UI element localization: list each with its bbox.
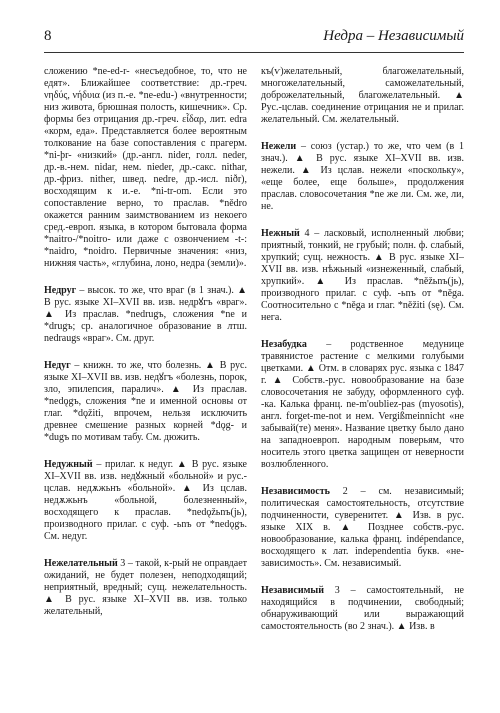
entry [261,486,464,570]
entry [44,558,247,618]
entry-text: 4 – ласковый, исполненный любви; приятный, тонкий, не грубый; полн. ф. слабый, хрупкий; сущ. нежность. ▲ В рус. языке XI–XVII вв. изв. нѣжьный «изнеженный, слабый, хрупкий». ▲ Из праслав. *něžьnъ(jь), производного прилаг. с суф. -ьnъ от *něga. Соотносительно с *něga и глаг. *něžiti (sę). См. нега. [261,228,464,323]
entry-headword: Нежели [261,141,297,152]
entry-text: – союз (устар.) то же, что чем (в 1 знач.). ▲ В рус. языке XI–XVII вв. изв. нежели. ▲ Из цслав. нежели «поскольку», «еще более, еще больше», продолжения праслав. словосочетания *ne же ли. См. же, ли, не. [261,141,464,212]
running-title: Недра – Независимый [323,28,464,44]
entry-headword: Недуг [44,360,71,371]
entry-headword: Независимый [261,585,324,596]
text-columns [44,66,464,697]
entry-headword: Нежелательный [44,558,118,569]
entry-text: – прилаг. к недуг. ▲ В рус. языке XI–XVII вв. изв. недꙋжный «больной» и рус.-цслав. недѫжьнъ «больной». ▲ Из цслав. недѫжьнъ «больной, болезненный», восходящего к праслав. *nedǫžьnъ(jь), производного прилаг. с суф. -ьnъ от *nedǫgъ. См. недуг. [44,459,247,542]
entry [44,459,247,543]
entry-headword: Независимость [261,486,330,497]
entry-text: – книжн. то же, что болезнь. ▲ В рус. языке XI–XVII вв. изв. недꙋгъ «болезнь, порок, зло, эпилепсия, паралич». ▲ Из праслав. *nedǫgъ, сложения *ne и именной основы от глаг. *dǫžiti, впрочем, нельзя исключить древнее смешение разных корней *dǫg- и *dugъ по мотивам табу. См. дюжить. [44,360,247,443]
entry-text: къ(ѵ)желательный, благожелательный, многожелательный, саможелательный, доброжелательный, благожелательный. ▲ Рус.-цслав. соединение отрицания не и прилаг. желательный. См. желательный. [261,66,464,125]
left-column [44,66,247,697]
entry-text: – высок. то же, что враг (в 1 знач.). ▲ В рус. языке XI–XVII вв. изв. недрꙋгъ «враг». ▲ Из праслав. *nedrugъ, сложения *ne и *drugъ; ср. аналогичное образование в лтш. nedraugs «враг». См. друг. [44,285,247,344]
right-column [261,66,464,697]
entry [261,228,464,324]
entry-headword: Нежный [261,228,300,239]
entry [44,285,247,345]
entry-text: сложению *ne-ed-r- «несъедобное, то, что не едят». Ближайшее соответствие: др.-греч. νηδύς, νήδυια (из п.-е. *ne-edu-) «внутренности; низ живота, брюшная полость, кишечник». Ср. формы без отрицания др.-греч. εἶδαρ, лит. edra «корм, еда». Представляется более вероятным толкование на базе сопоставления с прагерм. *ni-þr- «низкий» (др.-англ. nider, голл. neder, др.-в.-нем. nidar, нем. nieder, др.-сакс. nithar, др.-фриз. nither, швед. nedre, др.-исл. niðr), восходящим к и.-е. *ni-tr-om. Если это сопоставление верно, то праслав. *nědro окажется ранним заимствованием из некоего сред.-европ. языка, в котором бытовала форма *naitro-/*noitro- или даже с озвончением -t-: *naidro, *noidro. Первичные значения: «низ, нижняя часть», «глубина, лоно, недра (земли)». [44,66,247,269]
entry [44,360,247,444]
entry-headword: Незабудка [261,339,307,350]
entry [261,66,464,126]
entry-text: 3 – самостоятельный, не находящийся в подчинении, свободный; обнаруживающий или выражающий самостоятельность (во 2 знач.). ▲ Изв. в [261,585,464,632]
entry-text: 3 – такой, к-рый не оправдает ожиданий, не будет полезен, неподходящий; неприятный, вредный; сущ. нежелательность. ▲ В рус. языке XI–XVII вв. изв. только желательный, [44,558,247,617]
page-number: 8 [44,28,52,44]
entry-text: 2 – см. независимый; политическая самостоятельность, отсутствие подчиненности, суверенитет. ▲ Изв. в рус. языке XIX в. ▲ Позднее собств.-рус. новообразование, калька франц. indépendance, восходящего к лат. independentia букв. «не-зависимость». См. независимый. [261,486,464,569]
entry-headword: Недруг [44,285,77,296]
entry [261,141,464,213]
page-header [44,28,464,53]
entry [44,66,247,270]
entry [261,339,464,471]
entry [261,585,464,633]
entry-text: – родственное медунице травянистое растение с мелкими голубыми цветками. ▲ Отм. в словарях рус. языка с 1847 г. ▲ Собств.-рус. новообразование на базе словосочетания не забуду, оформленного суф. -ка. Калька франц. ne-m'oubliez-pas (myosotis), англ. forget-me-not и нем. Vergißmeinnicht «не забывай(те) меня». Название цветку было дано на западноевроп. народным поверьям, что носитель этого цветка защищен от неверности возлюбленного. [261,339,464,470]
entry-headword: Недужный [44,459,93,470]
